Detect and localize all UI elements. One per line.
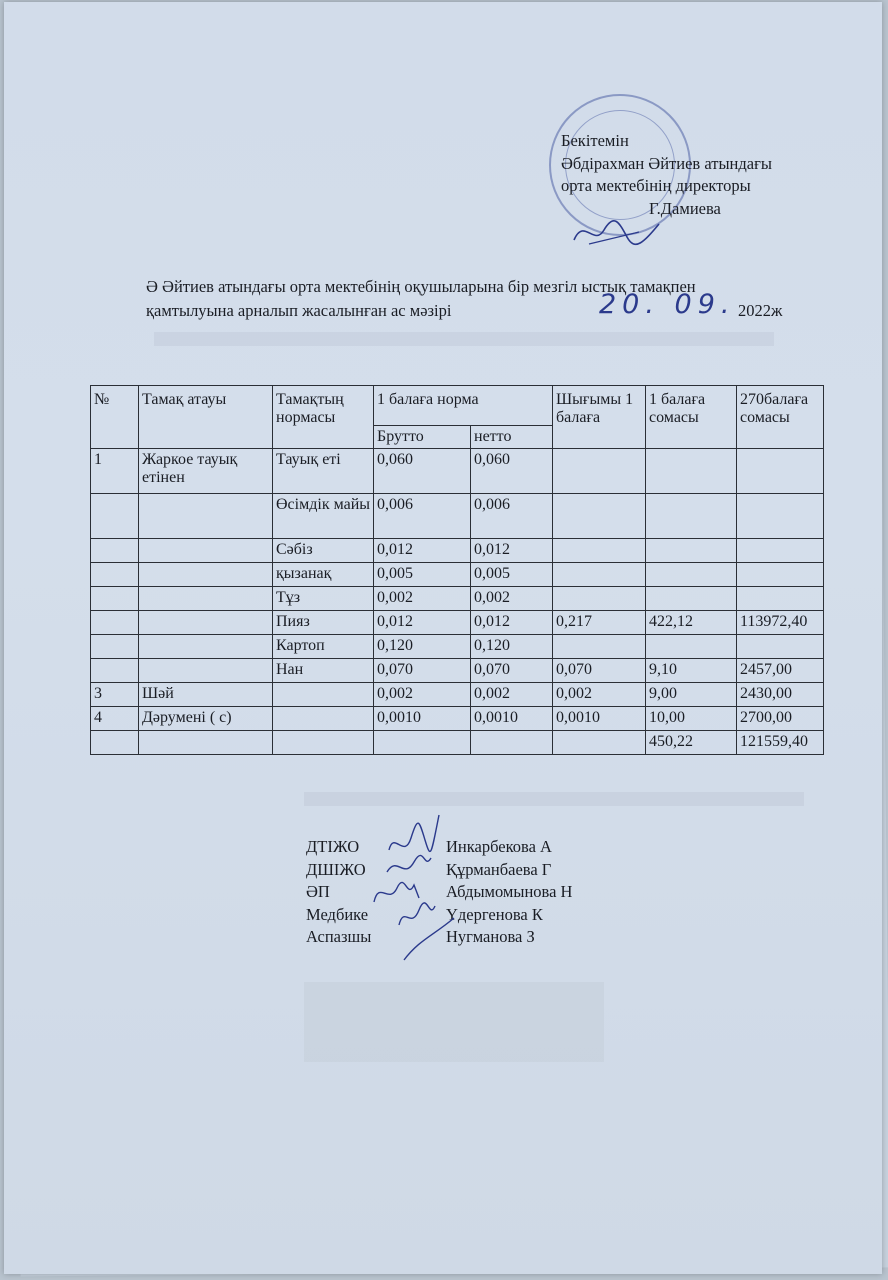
cell-netto: 0,070 bbox=[471, 659, 553, 683]
header-netto: нетто bbox=[471, 426, 553, 449]
cell-dish bbox=[139, 611, 273, 635]
cell-item: Картоп bbox=[273, 635, 374, 659]
cell-cost-270 bbox=[737, 539, 824, 563]
table-row bbox=[91, 449, 824, 494]
cell-cost-one bbox=[646, 635, 737, 659]
cell-total-one: 450,22 bbox=[646, 731, 737, 755]
cell-cost-270: 2430,00 bbox=[737, 683, 824, 707]
cell-brutto: 0,005 bbox=[374, 563, 471, 587]
signature-role: Аспазшы bbox=[306, 927, 372, 946]
heading-year: 2022ж bbox=[738, 301, 783, 320]
cell-num: 4 bbox=[91, 707, 139, 731]
signature-name: Абдымомынова Н bbox=[446, 882, 573, 901]
signature-name: Нугманова З bbox=[446, 927, 535, 946]
cell-item: Сәбіз bbox=[273, 539, 374, 563]
approval-school: Әбдірахман Әйтиев атындағы bbox=[561, 153, 772, 173]
cell-item: Өсімдік майы bbox=[273, 494, 374, 539]
cell-netto: 0,002 bbox=[471, 587, 553, 611]
cell-yield: 0,070 bbox=[553, 659, 646, 683]
cell-num bbox=[91, 731, 139, 755]
cell-cost-270 bbox=[737, 563, 824, 587]
cell-cost-one bbox=[646, 587, 737, 611]
cell-dish bbox=[139, 539, 273, 563]
cell-dish bbox=[139, 563, 273, 587]
cell-yield bbox=[553, 587, 646, 611]
cell-brutto: 0,006 bbox=[374, 494, 471, 539]
cell-brutto: 0,002 bbox=[374, 683, 471, 707]
cell-cost-one: 9,00 bbox=[646, 683, 737, 707]
heading-date-line bbox=[146, 289, 836, 323]
cell-cost-270: 113972,40 bbox=[737, 611, 824, 635]
handwritten-signatures bbox=[359, 810, 469, 970]
approval-block bbox=[561, 130, 772, 220]
cell-item bbox=[273, 683, 374, 707]
cell-netto: 0,012 bbox=[471, 539, 553, 563]
cell-item: Тауық еті bbox=[273, 449, 374, 494]
cell-brutto: 0,120 bbox=[374, 635, 471, 659]
director-signature bbox=[569, 212, 664, 252]
cell-cost-270: 2700,00 bbox=[737, 707, 824, 731]
table-row bbox=[91, 539, 824, 563]
document-heading bbox=[146, 275, 836, 323]
cell-cost-one: 10,00 bbox=[646, 707, 737, 731]
signature-role: ӘП bbox=[306, 882, 330, 901]
heading-line-1: Ә Әйтиев атындағы орта мектебінің оқушыларына бір мезгіл ыстық тамақпен bbox=[146, 277, 696, 296]
cell-item bbox=[273, 731, 374, 755]
cell-cost-one: 9,10 bbox=[646, 659, 737, 683]
cell-netto: 0,002 bbox=[471, 683, 553, 707]
cell-netto bbox=[471, 731, 553, 755]
cell-dish bbox=[139, 587, 273, 611]
table-row bbox=[91, 683, 824, 707]
header-cost-one: 1 балаға сомасы bbox=[646, 386, 737, 449]
cell-cost-one: 422,12 bbox=[646, 611, 737, 635]
cell-dish: Шәй bbox=[139, 683, 273, 707]
cell-num bbox=[91, 659, 139, 683]
cell-cost-270 bbox=[737, 635, 824, 659]
cell-dish bbox=[139, 494, 273, 539]
header-brutto: Брутто bbox=[374, 426, 471, 449]
cell-netto: 0,060 bbox=[471, 449, 553, 494]
cell-cost-one bbox=[646, 494, 737, 539]
approval-title: Бекітемін bbox=[561, 131, 629, 150]
cell-yield: 0,002 bbox=[553, 683, 646, 707]
signature-role: ДТІЖО bbox=[306, 837, 360, 856]
cell-cost-one bbox=[646, 563, 737, 587]
cell-yield: 0,0010 bbox=[553, 707, 646, 731]
header-num: № bbox=[91, 386, 139, 449]
signature-name: Үдергенова К bbox=[446, 904, 543, 924]
cell-cost-270 bbox=[737, 449, 824, 494]
cell-brutto: 0,012 bbox=[374, 539, 471, 563]
cell-num: 3 bbox=[91, 683, 139, 707]
header-norm-name: Тамақтың нормасы bbox=[273, 386, 374, 449]
totals-row bbox=[91, 731, 824, 755]
cell-num bbox=[91, 494, 139, 539]
cell-cost-one bbox=[646, 449, 737, 494]
cell-yield bbox=[553, 539, 646, 563]
table-row bbox=[91, 659, 824, 683]
cell-num: 1 bbox=[91, 449, 139, 494]
cell-netto: 0,120 bbox=[471, 635, 553, 659]
cell-item bbox=[273, 707, 374, 731]
heading-line-2: қамтылуына арналып жасалынған ас мәзірі bbox=[146, 301, 452, 320]
table-row bbox=[91, 587, 824, 611]
cell-cost-one bbox=[646, 539, 737, 563]
cell-netto: 0,0010 bbox=[471, 707, 553, 731]
table-row bbox=[91, 707, 824, 731]
cell-item: Нан bbox=[273, 659, 374, 683]
cell-dish bbox=[139, 659, 273, 683]
cell-brutto: 0,070 bbox=[374, 659, 471, 683]
cell-brutto: 0,012 bbox=[374, 611, 471, 635]
header-row bbox=[91, 386, 824, 426]
cell-dish bbox=[139, 635, 273, 659]
cell-yield bbox=[553, 635, 646, 659]
cell-dish: Жаркое тауық етінен bbox=[139, 449, 273, 494]
cell-item: қызанақ bbox=[273, 563, 374, 587]
director-name: Г.Дамиева bbox=[649, 198, 721, 218]
cell-total-270: 121559,40 bbox=[737, 731, 824, 755]
table-row bbox=[91, 611, 824, 635]
bleed-through bbox=[154, 332, 774, 346]
cell-netto: 0,005 bbox=[471, 563, 553, 587]
cell-netto: 0,006 bbox=[471, 494, 553, 539]
cell-yield bbox=[553, 563, 646, 587]
cell-item: Тұз bbox=[273, 587, 374, 611]
approval-position: орта мектебінің директоры bbox=[561, 176, 751, 195]
cell-yield bbox=[553, 494, 646, 539]
cell-yield bbox=[553, 449, 646, 494]
signature-role: ДШІЖО bbox=[306, 859, 366, 879]
cell-yield: 0,217 bbox=[553, 611, 646, 635]
header-per-child-norm: 1 балаға норма bbox=[374, 386, 553, 426]
cell-num bbox=[91, 635, 139, 659]
cell-yield bbox=[553, 731, 646, 755]
menu-table bbox=[90, 385, 824, 755]
signature-name: Құрманбаева Г bbox=[446, 859, 552, 879]
signature-role: Медбике bbox=[306, 904, 369, 924]
bleed-through bbox=[304, 792, 804, 806]
table-row bbox=[91, 494, 824, 539]
cell-cost-270 bbox=[737, 587, 824, 611]
cell-num bbox=[91, 539, 139, 563]
cell-cost-270: 2457,00 bbox=[737, 659, 824, 683]
signature-name: Инкарбекова А bbox=[446, 837, 552, 856]
header-dish: Тамақ атауы bbox=[139, 386, 273, 449]
cell-brutto: 0,002 bbox=[374, 587, 471, 611]
cell-dish bbox=[139, 731, 273, 755]
cell-item: Пияз bbox=[273, 611, 374, 635]
cell-num bbox=[91, 563, 139, 587]
table-row bbox=[91, 563, 824, 587]
handwritten-date: 20. 09. bbox=[599, 289, 736, 320]
bleed-through bbox=[304, 982, 604, 1062]
cell-brutto: 0,0010 bbox=[374, 707, 471, 731]
cell-netto: 0,012 bbox=[471, 611, 553, 635]
cell-num bbox=[91, 611, 139, 635]
table-row bbox=[91, 635, 824, 659]
cell-num bbox=[91, 587, 139, 611]
header-yield: Шығымы 1 балаға bbox=[553, 386, 646, 449]
cell-dish: Дәрумені ( с) bbox=[139, 707, 273, 731]
document-page bbox=[4, 2, 882, 1274]
cell-cost-270 bbox=[737, 494, 824, 539]
header-cost-270: 270балаға сомасы bbox=[737, 386, 824, 449]
cell-brutto: 0,060 bbox=[374, 449, 471, 494]
cell-brutto bbox=[374, 731, 471, 755]
